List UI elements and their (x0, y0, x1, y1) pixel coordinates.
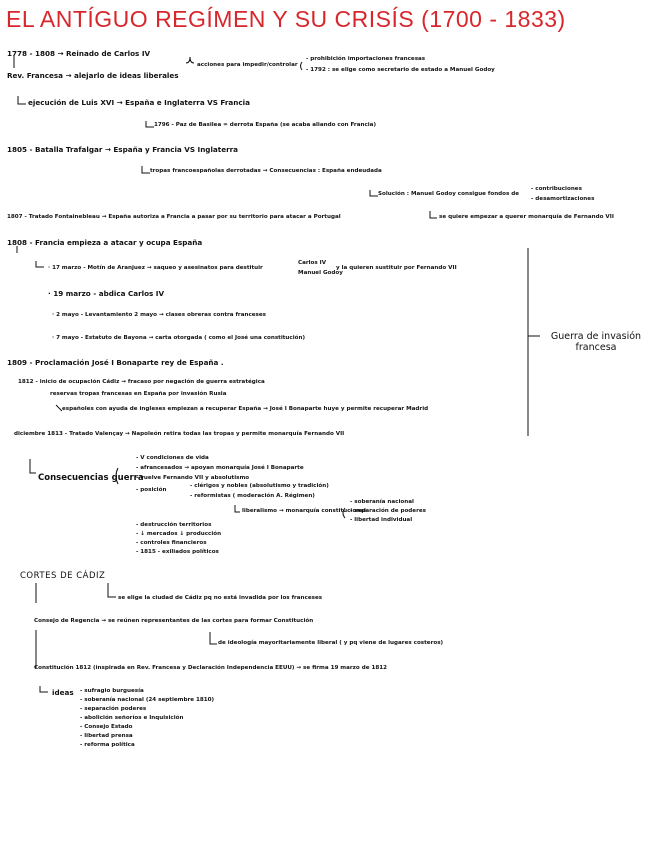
text-line: Consejo de Regencia → se reúnen representantes de las cortes para formar Constitución (34, 618, 314, 624)
text-line: - contribuciones (531, 186, 582, 192)
text-line: - sufragio burguesía (80, 688, 144, 694)
text-line: - 1792 : se elige como secretario de estado a Manuel Godoy (306, 67, 495, 73)
text-line: liberalismo → monarquía constitucional (242, 508, 366, 514)
text-line: de ideología mayoritariamente liberal ( y pq viene de lugares costeros) (218, 640, 444, 646)
text-line: - clérigos y nobles (absolutismo y tradición) (190, 483, 329, 489)
text-line: · 17 marzo - Motín de Aranjuez → saqueo y asesinatos para destituir (48, 265, 263, 271)
text-line: tropas francoespañolas derrotadas → Consecuencias : España endeudada (150, 168, 382, 174)
text-line: - desamortizaciones (531, 196, 595, 202)
text-line: se elige la ciudad de Cádiz pq no está invadida por los franceses (118, 595, 323, 601)
text-line: 1808 - Francia empieza a atacar y ocupa España (7, 238, 203, 247)
text-line: - vuelve Fernando VII y absolutismo (136, 475, 250, 481)
text-line: diciembre 1813 - Tratado Valençay → Napoleón retira todas las tropas y permite monarquía Fernando VII (14, 431, 345, 437)
text-line: 1809 - Proclamación José I Bonaparte rey de España . (7, 358, 224, 367)
text-line: y la quieren sustituir por Fernando VII (336, 265, 457, 271)
text-line: 1796 - Paz de Basilea = derrota España (se acaba aliando con Francia) (154, 122, 377, 128)
text-line: - posición (136, 487, 167, 493)
page-title: EL ANTÍGUO REGÍMEN Y SU CRISÍS (1700 - 1833) (6, 6, 566, 32)
text-line: 1805 - Batalla Trafalgar → España y Francia VS Inglaterra (7, 145, 239, 154)
text-line: - separación poderes (80, 706, 147, 712)
text-line: - reforma política (80, 742, 135, 748)
text-line: Carlos IV (298, 260, 327, 266)
text-line: - 1815 - exiliados políticos (136, 549, 219, 555)
side-label-guerra: Guerra de invasión francesa (550, 331, 642, 353)
cortes-title: CORTES DE CÁDIZ (20, 571, 106, 581)
text-line: Solución : Manuel Godoy consigue fondos de (378, 191, 520, 197)
text-line: · 2 mayo - Levantamiento 2 mayo → clases obreras contra franceses (52, 312, 267, 318)
text-line: - controles financieros (136, 540, 207, 546)
text-line: españoles con ayuda de ingleses empiezan a recuperar España → José I Bonaparte huye y permite recuperar Madrid (62, 406, 429, 412)
text-line: - Consejo Estado (80, 724, 133, 730)
text-line: 1807 - Tratado Fontainebleau → España autoriza a Francia a pasar por su territorio para atacar a Portugal (7, 214, 341, 220)
text-line: - separación de poderes (350, 508, 426, 514)
text-line: 1778 - 1808 → Reinado de Carlos IV (7, 49, 151, 58)
text-line: - libertad individual (350, 517, 413, 523)
text-line: - abolición señoríos e Inquisición (80, 715, 184, 721)
text-line: · 19 marzo - abdica Carlos IV (48, 289, 165, 298)
text-line: - ↓ mercados ↓ producción (136, 531, 222, 537)
text-line: - prohibición importaciones francesas (306, 56, 426, 62)
text-line: - V condiciones de vida (136, 455, 209, 461)
text-line: - destrucción territorios (136, 522, 212, 528)
text-line: - soberanía nacional (350, 499, 414, 505)
text-line: Constitución 1812 (inspirada en Rev. Francesa y Declaración Independencia EEUU) → se firma 19 marzo de 1812 (34, 665, 388, 671)
text-line: - reformistas ( moderación A. Régimen) (190, 493, 315, 499)
text-line: Manuel Godoy (298, 270, 343, 276)
section-label: ideas (52, 688, 74, 697)
text-line: acciones para impedir/controlar (197, 62, 298, 68)
text-line: - libertad prensa (80, 733, 133, 739)
text-line: · 7 mayo - Estatuto de Bayona → carta otorgada ( como el José una constitución) (52, 335, 306, 341)
text-line: Rev. Francesa → alejarlo de ideas liberales (7, 71, 179, 80)
text-line: - soberanía nacional (24 septiembre 1810) (80, 697, 215, 703)
text-line: se quiere empezar a querer monarquía de Fernando VII (439, 214, 614, 220)
text-line: - afrancesados → apoyan monarquía José I Bonaparte (136, 465, 304, 471)
section-label: Consecuencias guerra (38, 473, 144, 483)
text-line: reservas tropas francesas en España por invasión Rusia (50, 391, 227, 397)
text-line: ejecución de Luis XVI → España e Inglaterra VS Francia (28, 98, 250, 107)
text-line: 1812 - inicio de ocupación Cádiz → fracaso por negación de guerra estratégica (18, 379, 265, 385)
